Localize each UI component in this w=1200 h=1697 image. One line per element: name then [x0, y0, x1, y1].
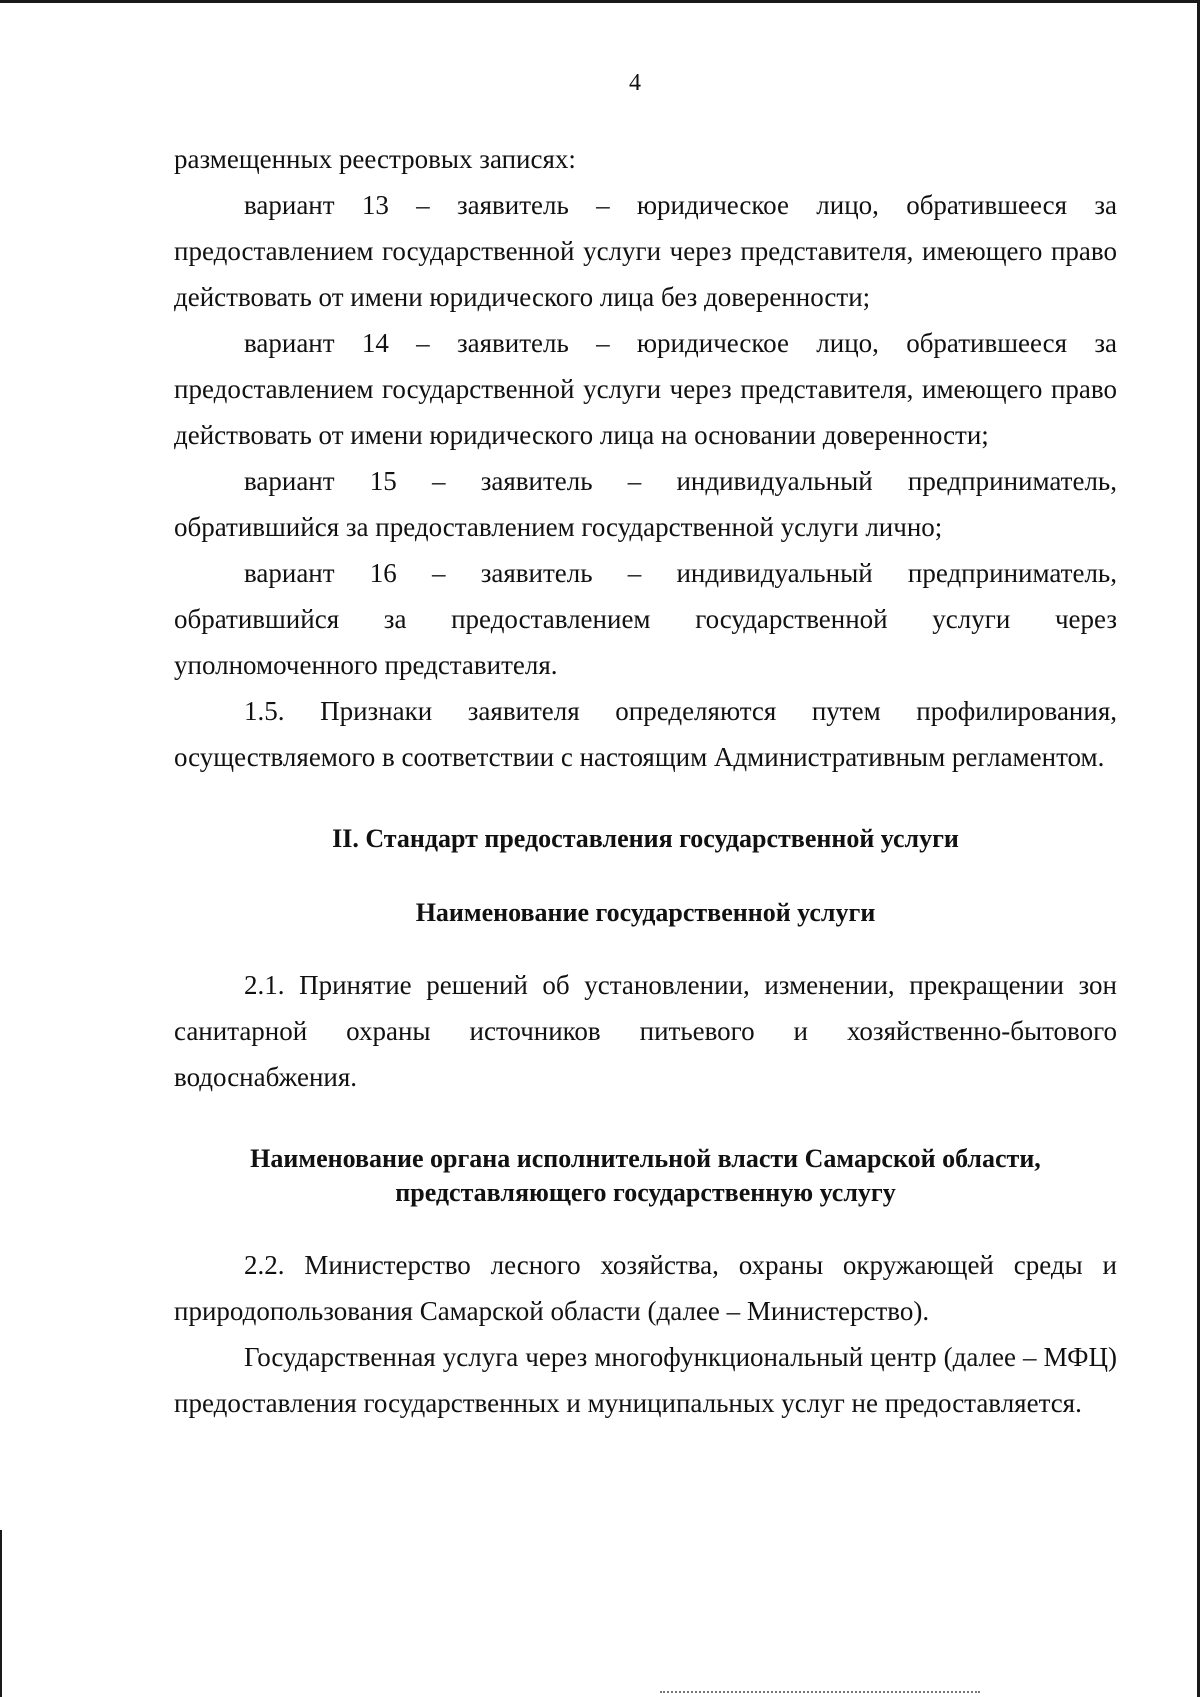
paragraph-2-2: 2.2. Министерство лесного хозяйства, охраны окружающей среды и природопользования Самарской области (далее – Министерство). [174, 1250, 1117, 1326]
page-number: 4 [629, 70, 641, 96]
paragraph-variant-14: вариант 14 – заявитель – юридическое лицо, обратившееся за предоставлением государственной услуги через представителя, имеющего право действовать от имени юридического лица на основании доверенности; [174, 328, 1117, 450]
paragraph-mfc: Государственная услуга через многофункциональный центр (далее – МФЦ) предоставления государственных и муниципальных услуг не предоставляется. [174, 1342, 1117, 1418]
paragraph-variant-13: вариант 13 – заявитель – юридическое лицо, обратившееся за предоставлением государственной услуги через представителя, имеющего право действовать от имени юридического лица без доверенности; [174, 190, 1117, 312]
scan-artifact-dots [660, 1688, 980, 1693]
subheading-organ [174, 1142, 1117, 1210]
paragraph-registry-records: размещенных реестровых записях: [174, 144, 576, 174]
scan-border-left [0, 1530, 2, 1697]
paragraph-variant-15: вариант 15 – заявитель – индивидуальный предприниматель, обратившийся за предоставлением государственной услуги лично; [174, 466, 1117, 542]
document-body [174, 136, 1117, 1426]
subheading-service-name: Наименование государственной услуги [415, 898, 876, 927]
paragraph-variant-16: вариант 16 – заявитель – индивидуальный предприниматель, обратившийся за предоставлением государственной услуги через уполномоченного представителя. [174, 558, 1117, 680]
subheading-organ-line2: представляющего государственную услугу [395, 1178, 896, 1207]
paragraph-2-1: 2.1. Принятие решений об установлении, изменении, прекращении зон санитарной охраны источников питьевого и хозяйственно-бытового водоснабжения. [174, 970, 1117, 1092]
subheading-organ-line1: Наименование органа исполнительной власти Самарской области, [250, 1144, 1041, 1173]
paragraph-1-5: 1.5. Признаки заявителя определяются путем профилирования, осуществляемого в соответствии с настоящим Административным регламентом. [174, 696, 1117, 772]
scan-border-top [0, 0, 1200, 3]
section-heading: II. Стандарт предоставления государственной услуги [332, 824, 959, 853]
